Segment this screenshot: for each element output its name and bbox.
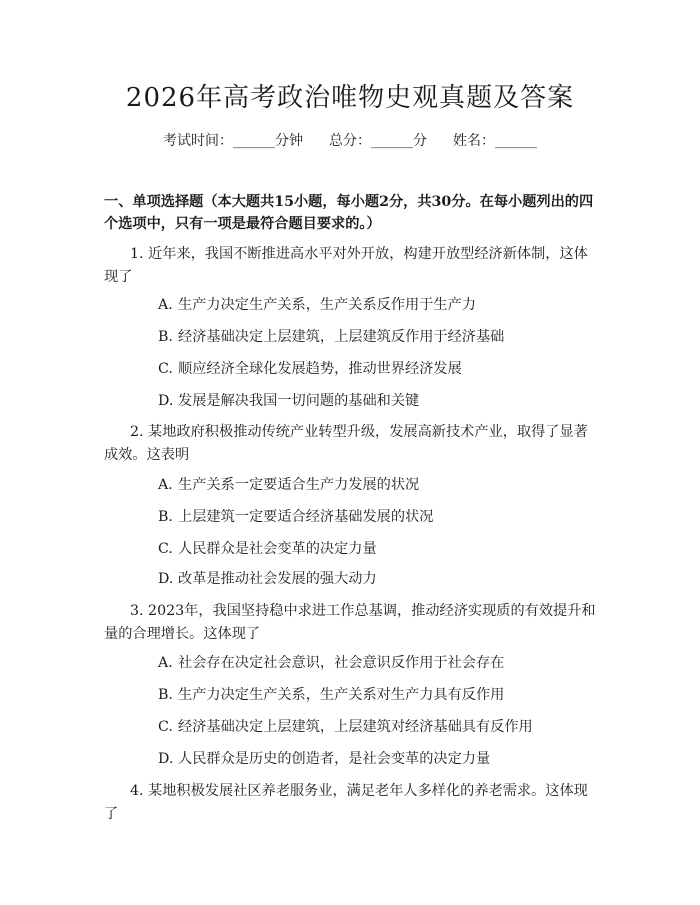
option-letter: C. <box>158 719 173 735</box>
option-item <box>158 359 598 379</box>
option-item <box>158 685 598 705</box>
option-text: 上层建筑一定要适合经济基础发展的状况 <box>178 509 434 525</box>
question-stem <box>104 780 598 826</box>
option-text: 生产力决定生产关系，生产关系对生产力具有反作用 <box>178 687 505 703</box>
option-letter: B. <box>158 509 173 525</box>
option-letter: B. <box>158 687 173 703</box>
option-item <box>158 507 598 527</box>
option-text: 人民群众是社会变革的决定力量 <box>178 541 377 557</box>
option-text: 人民群众是历史的创造者，是社会变革的决定力量 <box>178 751 491 767</box>
option-letter: A. <box>158 655 173 671</box>
option-item <box>158 569 598 589</box>
option-letter: A. <box>158 477 173 493</box>
option-text: 改革是推动社会发展的强大动力 <box>178 571 377 587</box>
exam-time-field: 考试时间：______分钟 <box>163 133 303 149</box>
question-stem <box>104 243 598 289</box>
option-item <box>158 327 598 347</box>
page-title: 2026年高考政治唯物史观真题及答案 <box>125 83 575 113</box>
option-letter: B. <box>158 329 173 345</box>
option-item <box>158 717 598 737</box>
section-heading: 一、单项选择题（本大题共15小题，每小题2分，共30分。在每小题列出的四个选项中，只有一项是最符合题目要求的。） <box>104 194 594 232</box>
option-text: 经济基础决定上层建筑，上层建筑对经济基础具有反作用 <box>178 719 533 735</box>
option-item <box>158 475 598 495</box>
option-text: 社会存在决定社会意识，社会意识反作用于社会存在 <box>178 655 505 671</box>
option-letter: C. <box>158 361 173 377</box>
option-item <box>158 653 598 673</box>
option-text: 发展是解决我国一切问题的基础和关键 <box>178 393 420 409</box>
question-stem <box>104 421 598 467</box>
name-field: 姓名：______ <box>453 133 537 149</box>
option-letter: D. <box>158 393 174 409</box>
option-item <box>158 749 598 769</box>
option-letter: C. <box>158 541 173 557</box>
option-text: 顺应经济全球化发展趋势，推动世界经济发展 <box>178 361 462 377</box>
option-item <box>158 295 598 315</box>
total-score-field: 总分：______分 <box>329 133 427 149</box>
option-text: 经济基础决定上层建筑，上层建筑反作用于经济基础 <box>178 329 505 345</box>
option-letter: D. <box>158 571 174 587</box>
option-text: 生产关系一定要适合生产力发展的状况 <box>178 477 420 493</box>
question-stem <box>104 600 598 646</box>
option-letter: D. <box>158 751 174 767</box>
question-stem-text: 1. 近年来，我国不断推进高水平对外开放，构建开放型经济新体制，这体现了 <box>104 246 588 285</box>
question-stem-text: 4. 某地积极发展社区养老服务业，满足老年人多样化的养老需求。这体现了 <box>104 783 588 822</box>
option-item <box>158 539 598 559</box>
option-text: 生产力决定生产关系，生产关系反作用于生产力 <box>178 297 476 313</box>
option-item <box>158 391 598 411</box>
exam-meta <box>0 131 700 151</box>
question-stem-text: 2. 某地政府积极推动传统产业转型升级，发展高新技术产业，取得了显著成效。这表明 <box>104 424 588 463</box>
option-letter: A. <box>158 297 173 313</box>
question-stem-text: 3. 2023年，我国坚持稳中求进工作总基调，推动经济实现质的有效提升和量的合理增长。这体现了 <box>104 603 596 642</box>
